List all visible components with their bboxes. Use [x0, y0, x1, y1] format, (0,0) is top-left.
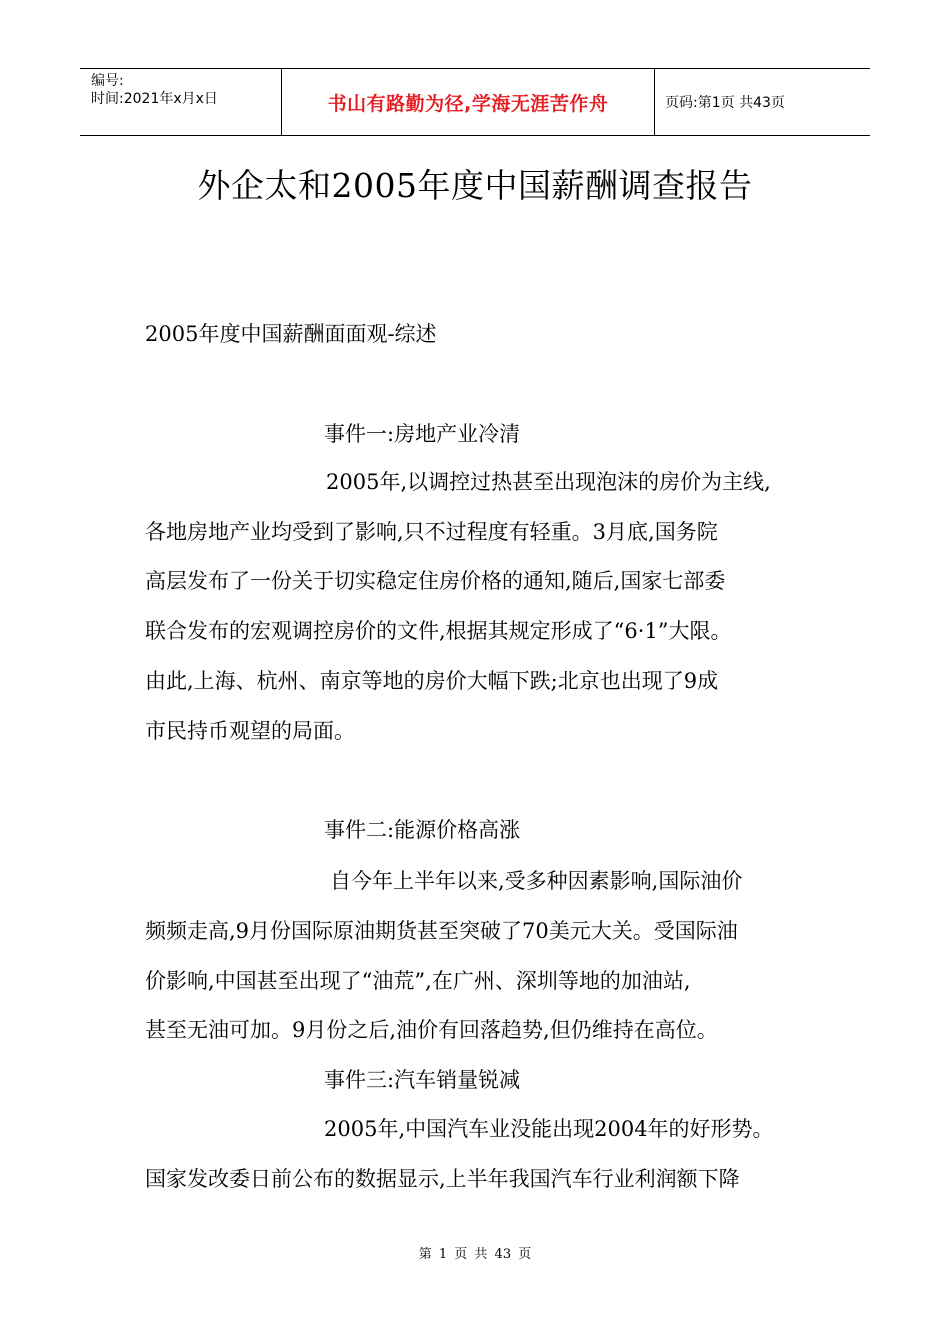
header-motto-cell — [282, 69, 655, 135]
document-time-label: 时间:2021年x月x日 — [91, 91, 218, 107]
page-footer: 第 1 页 共 43 页 — [418, 1247, 532, 1262]
header-motto: 书山有路勤为径,学海无涯苦作舟 — [327, 92, 609, 115]
paragraph-line: 各地房地产业均受到了影响,只不过程度有轻重。3月底,国务院 — [145, 520, 718, 544]
header-page-info: 页码:第1页 共43页 — [665, 95, 785, 111]
header-page-cell — [655, 69, 870, 135]
paragraph-line: 联合发布的宏观调控房价的文件,根据其规定形成了“6·1”大限。 — [145, 619, 732, 643]
section-heading: 2005年度中国薪酬面面观-综述 — [145, 322, 437, 346]
paragraph-line: 价影响,中国甚至出现了“油荒”,在广州、深圳等地的加油站, — [145, 969, 691, 993]
paragraph-line: 甚至无油可加。9月份之后,油价有回落趋势,但仍维持在高位。 — [145, 1018, 718, 1042]
header-meta-cell — [80, 69, 282, 135]
paragraph-line: 2005年,以调控过热甚至出现泡沫的房价为主线, — [326, 470, 771, 494]
paragraph-line: 由此,上海、杭州、南京等地的房价大幅下跌;北京也出现了9成 — [145, 669, 719, 693]
paragraph-line: 高层发布了一份关于切实稳定住房价格的通知,随后,国家七部委 — [145, 569, 726, 593]
event-heading: 事件三:汽车销量锐减 — [324, 1068, 521, 1092]
paragraph-line: 自今年上半年以来,受多种因素影响,国际油价 — [330, 869, 743, 893]
event-heading: 事件二:能源价格高涨 — [324, 818, 521, 842]
paragraph-line: 2005年,中国汽车业没能出现2004年的好形势。 — [324, 1117, 774, 1141]
document-title: 外企太和2005年度中国薪酬调查报告 — [197, 166, 753, 205]
page-header — [80, 68, 870, 136]
paragraph-line: 市民持币观望的局面。 — [145, 719, 355, 743]
paragraph-line: 国家发改委日前公布的数据显示,上半年我国汽车行业利润额下降 — [145, 1167, 740, 1191]
paragraph-line: 频频走高,9月份国际原油期货甚至突破了70美元大关。受国际油 — [145, 919, 738, 943]
document-number-label: 编号: — [91, 73, 124, 89]
event-heading: 事件一:房地产业冷清 — [324, 422, 521, 446]
